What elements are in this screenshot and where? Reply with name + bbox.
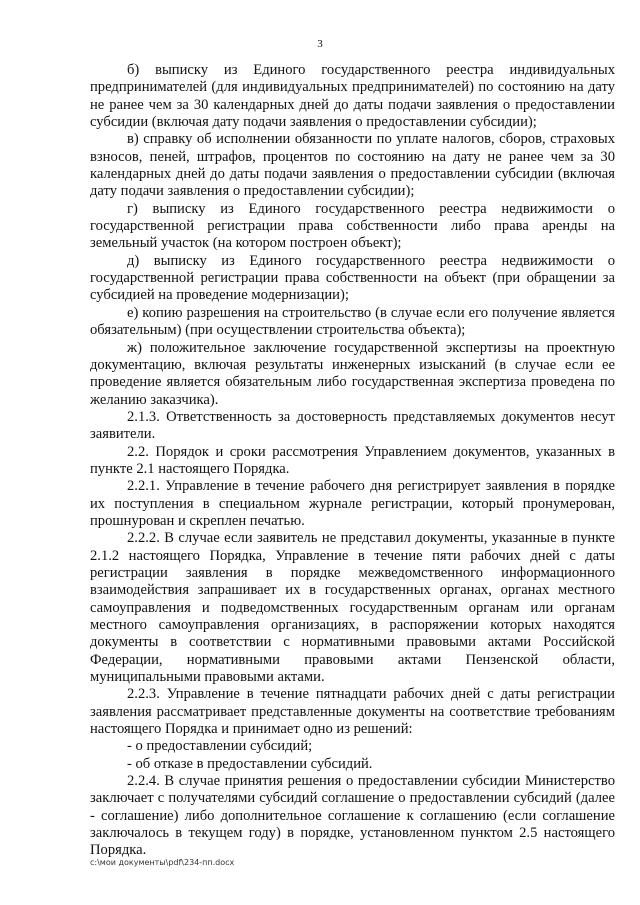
paragraph-2-2-3: 2.2.3. Управление в течение пятнадцати рабочих дней с даты регистрации заявления рассматривает представленные документы на соответствие требованиям настоящего Порядка и принимает одно из решений: — [90, 686, 615, 738]
page-number: 3 — [317, 38, 323, 50]
paragraph-2-2-4: 2.2.4. В случае принятия решения о предоставлении субсидии Министерство заключает с получателями субсидий соглашение о предоставлении субсидий (далее - соглашение) либо дополнительное соглашение к соглашению (если соглашение заключалось в текущем году) в порядке, установленном пунктом 2.5 настоящего Порядка. — [90, 773, 615, 859]
paragraph-2-2-1: 2.2.1. Управление в течение рабочего дня регистрирует заявления в порядке их поступления в специальном журнале регистрации, который пронумерован, прошнурован и скреплен печатью. — [90, 478, 615, 529]
paragraph-item-e: е) копию разрешения на строительство (в случае если его получение является обязательным) (при осуществлении строительства объекта); — [90, 304, 615, 339]
decision-option-grant: - о предоставлении субсидий; — [127, 738, 313, 755]
paragraph-item-v: в) справку об исполнении обязанности по уплате налогов, сборов, страховых взносов, пеней, штрафов, процентов по состоянию на дату не ранее чем за 30 календарных дней до даты подачи заявления о предоставлении субсидии (включая дату подачи заявления о предоставлении субсидии); — [90, 131, 615, 200]
footer-file-path: c:\мои документы\pdf\234-пп.docx — [90, 858, 235, 867]
paragraph-2-1-3: 2.1.3. Ответственность за достоверность представляемых документов несут заявители. — [90, 408, 615, 443]
paragraph-item-g: г) выписку из Единого государственного реестра недвижимости о государственной регистрации права собственности либо права аренды на земельный участок (на котором построен объект); — [90, 200, 615, 252]
paragraph-2-2-2: 2.2.2. В случае если заявитель не представил документы, указанные в пункте 2.1.2 настоящего Порядка, Управление в течение пяти рабочих дней с даты регистрации заявления в порядке межведомственного информационного взаимодействия запрашивает их в государственных органах, органах местного самоуправления и подведомственных государственным органам или органам местного самоуправления организациях, в распоряжении которых находятся документы в соответствии с нормативными правовыми актами Российской Федерации, нормативными правовыми актами Пензенской области, муниципальными правовыми актами. — [90, 530, 615, 686]
paragraph-item-b: б) выписку из Единого государственного реестра индивидуальных предпринимателей (для индивидуальных предпринимателей) по состоянию на дату не ранее чем за 30 календарных дней до даты подачи заявления о предоставлении субсидии (включая дату подачи заявления о предоставлении субсидии); — [90, 62, 615, 131]
document-body — [90, 62, 615, 860]
paragraph-2-2: 2.2. Порядок и сроки рассмотрения Управлением документов, указанных в пункте 2.1 настоящего Порядка. — [90, 443, 615, 477]
decision-option-refusal: - об отказе в предоставлении субсидий. — [127, 755, 373, 772]
paragraph-item-d: д) выписку из Единого государственного реестра недвижимости о государственной регистрации права собственности на объект (при обращении за субсидией на проведение модернизации); — [90, 252, 615, 304]
paragraph-item-zh: ж) положительное заключение государственной экспертизы на проектную документацию, включая результаты инженерных изысканий (в случае если ее проведение является обязательным либо государственная экспертиза проведена по желанию заказчика). — [90, 339, 615, 408]
